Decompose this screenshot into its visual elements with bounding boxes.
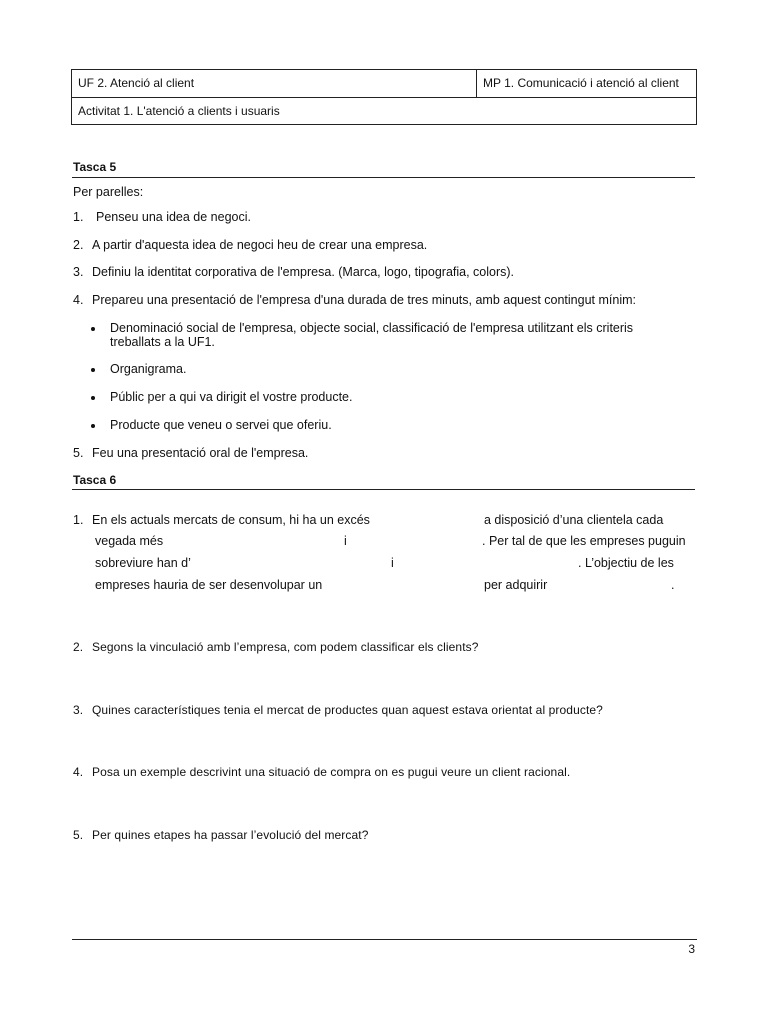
list-text: Definiu la identitat corporativa de l'empresa. (Marca, logo, tipografia, colors).: [92, 265, 515, 279]
tasca6-title: Tasca 6: [73, 473, 117, 487]
tasca5-rule: [72, 177, 695, 178]
list-text: Prepareu una presentació de l'empresa d'una durada de tres minuts, amb aquest contingut mínim:: [92, 293, 636, 307]
list-number: 5.: [73, 446, 84, 460]
question-text: Per quines etapes ha passar l’evolució del mercat?: [92, 828, 369, 842]
question-number: 5.: [73, 828, 84, 842]
tasca5-intro: Per parelles:: [73, 185, 144, 199]
activity-label: Activitat 1. L'atenció a clients i usuaris: [78, 104, 280, 118]
fill-text: per adquirir: [484, 578, 548, 592]
fill-text: sobreviure han d’: [95, 556, 191, 570]
question-text: Segons la vinculació amb l’empresa, com podem classificar els clients?: [92, 640, 479, 654]
bullet-text: Producte que veneu o servei que oferiu.: [110, 418, 332, 432]
question-number: 3.: [73, 703, 84, 717]
bullet-text: Organigrama.: [110, 362, 187, 376]
fill-number: 1.: [73, 513, 84, 527]
fill-text: .: [671, 578, 675, 592]
list-text: Feu una presentació oral de l'empresa.: [92, 446, 309, 460]
list-number: 1.: [73, 210, 84, 224]
question-number: 2.: [73, 640, 84, 654]
list-number: 3.: [73, 265, 84, 279]
fill-text: empreses hauria de ser desenvolupar un: [95, 578, 323, 592]
uf-label: UF 2. Atenció al client: [78, 76, 195, 90]
header-table: [71, 69, 697, 125]
bullet-text: Denominació social de l'empresa, objecte social, classificació de l'empresa utilitzant els criteris: [110, 321, 634, 335]
bullet-text-cont: treballats a la UF1.: [110, 335, 215, 349]
list-text: A partir d'aquesta idea de negoci heu de crear una empresa.: [92, 238, 428, 252]
tasca6-rule: [72, 489, 695, 490]
fill-text: vegada més: [95, 534, 164, 548]
fill-text: i: [344, 534, 347, 548]
tasca5-title: Tasca 5: [73, 160, 117, 174]
question-number: 4.: [73, 765, 84, 779]
bullet-dot: [91, 368, 95, 372]
bullet-dot: [91, 396, 95, 400]
question-text: Quines característiques tenia el mercat de productes quan aquest estava orientat al producte?: [92, 703, 603, 717]
fill-text: . Per tal de que les empreses puguin: [482, 534, 686, 548]
fill-text: a disposició d’una clientela cada: [484, 513, 664, 527]
list-number: 4.: [73, 293, 84, 307]
bullet-dot: [91, 327, 95, 331]
list-text: Penseu una idea de negoci.: [96, 210, 251, 224]
fill-text: En els actuals mercats de consum, hi ha un excés: [92, 513, 370, 527]
mp-label: MP 1. Comunicació i atenció al client: [483, 76, 679, 90]
bullet-text: Públic per a qui va dirigit el vostre producte.: [110, 390, 353, 404]
list-number: 2.: [73, 238, 84, 252]
fill-text: i: [391, 556, 394, 570]
question-text: Posa un exemple descrivint una situació de compra on es pugui veure un client racional.: [92, 765, 571, 779]
page-number: 3: [688, 942, 695, 956]
footer-rule: [72, 939, 697, 940]
header-divider: [476, 70, 477, 98]
bullet-dot: [91, 424, 95, 428]
header-row: [72, 70, 696, 98]
fill-text: . L’objectiu de les: [578, 556, 674, 570]
